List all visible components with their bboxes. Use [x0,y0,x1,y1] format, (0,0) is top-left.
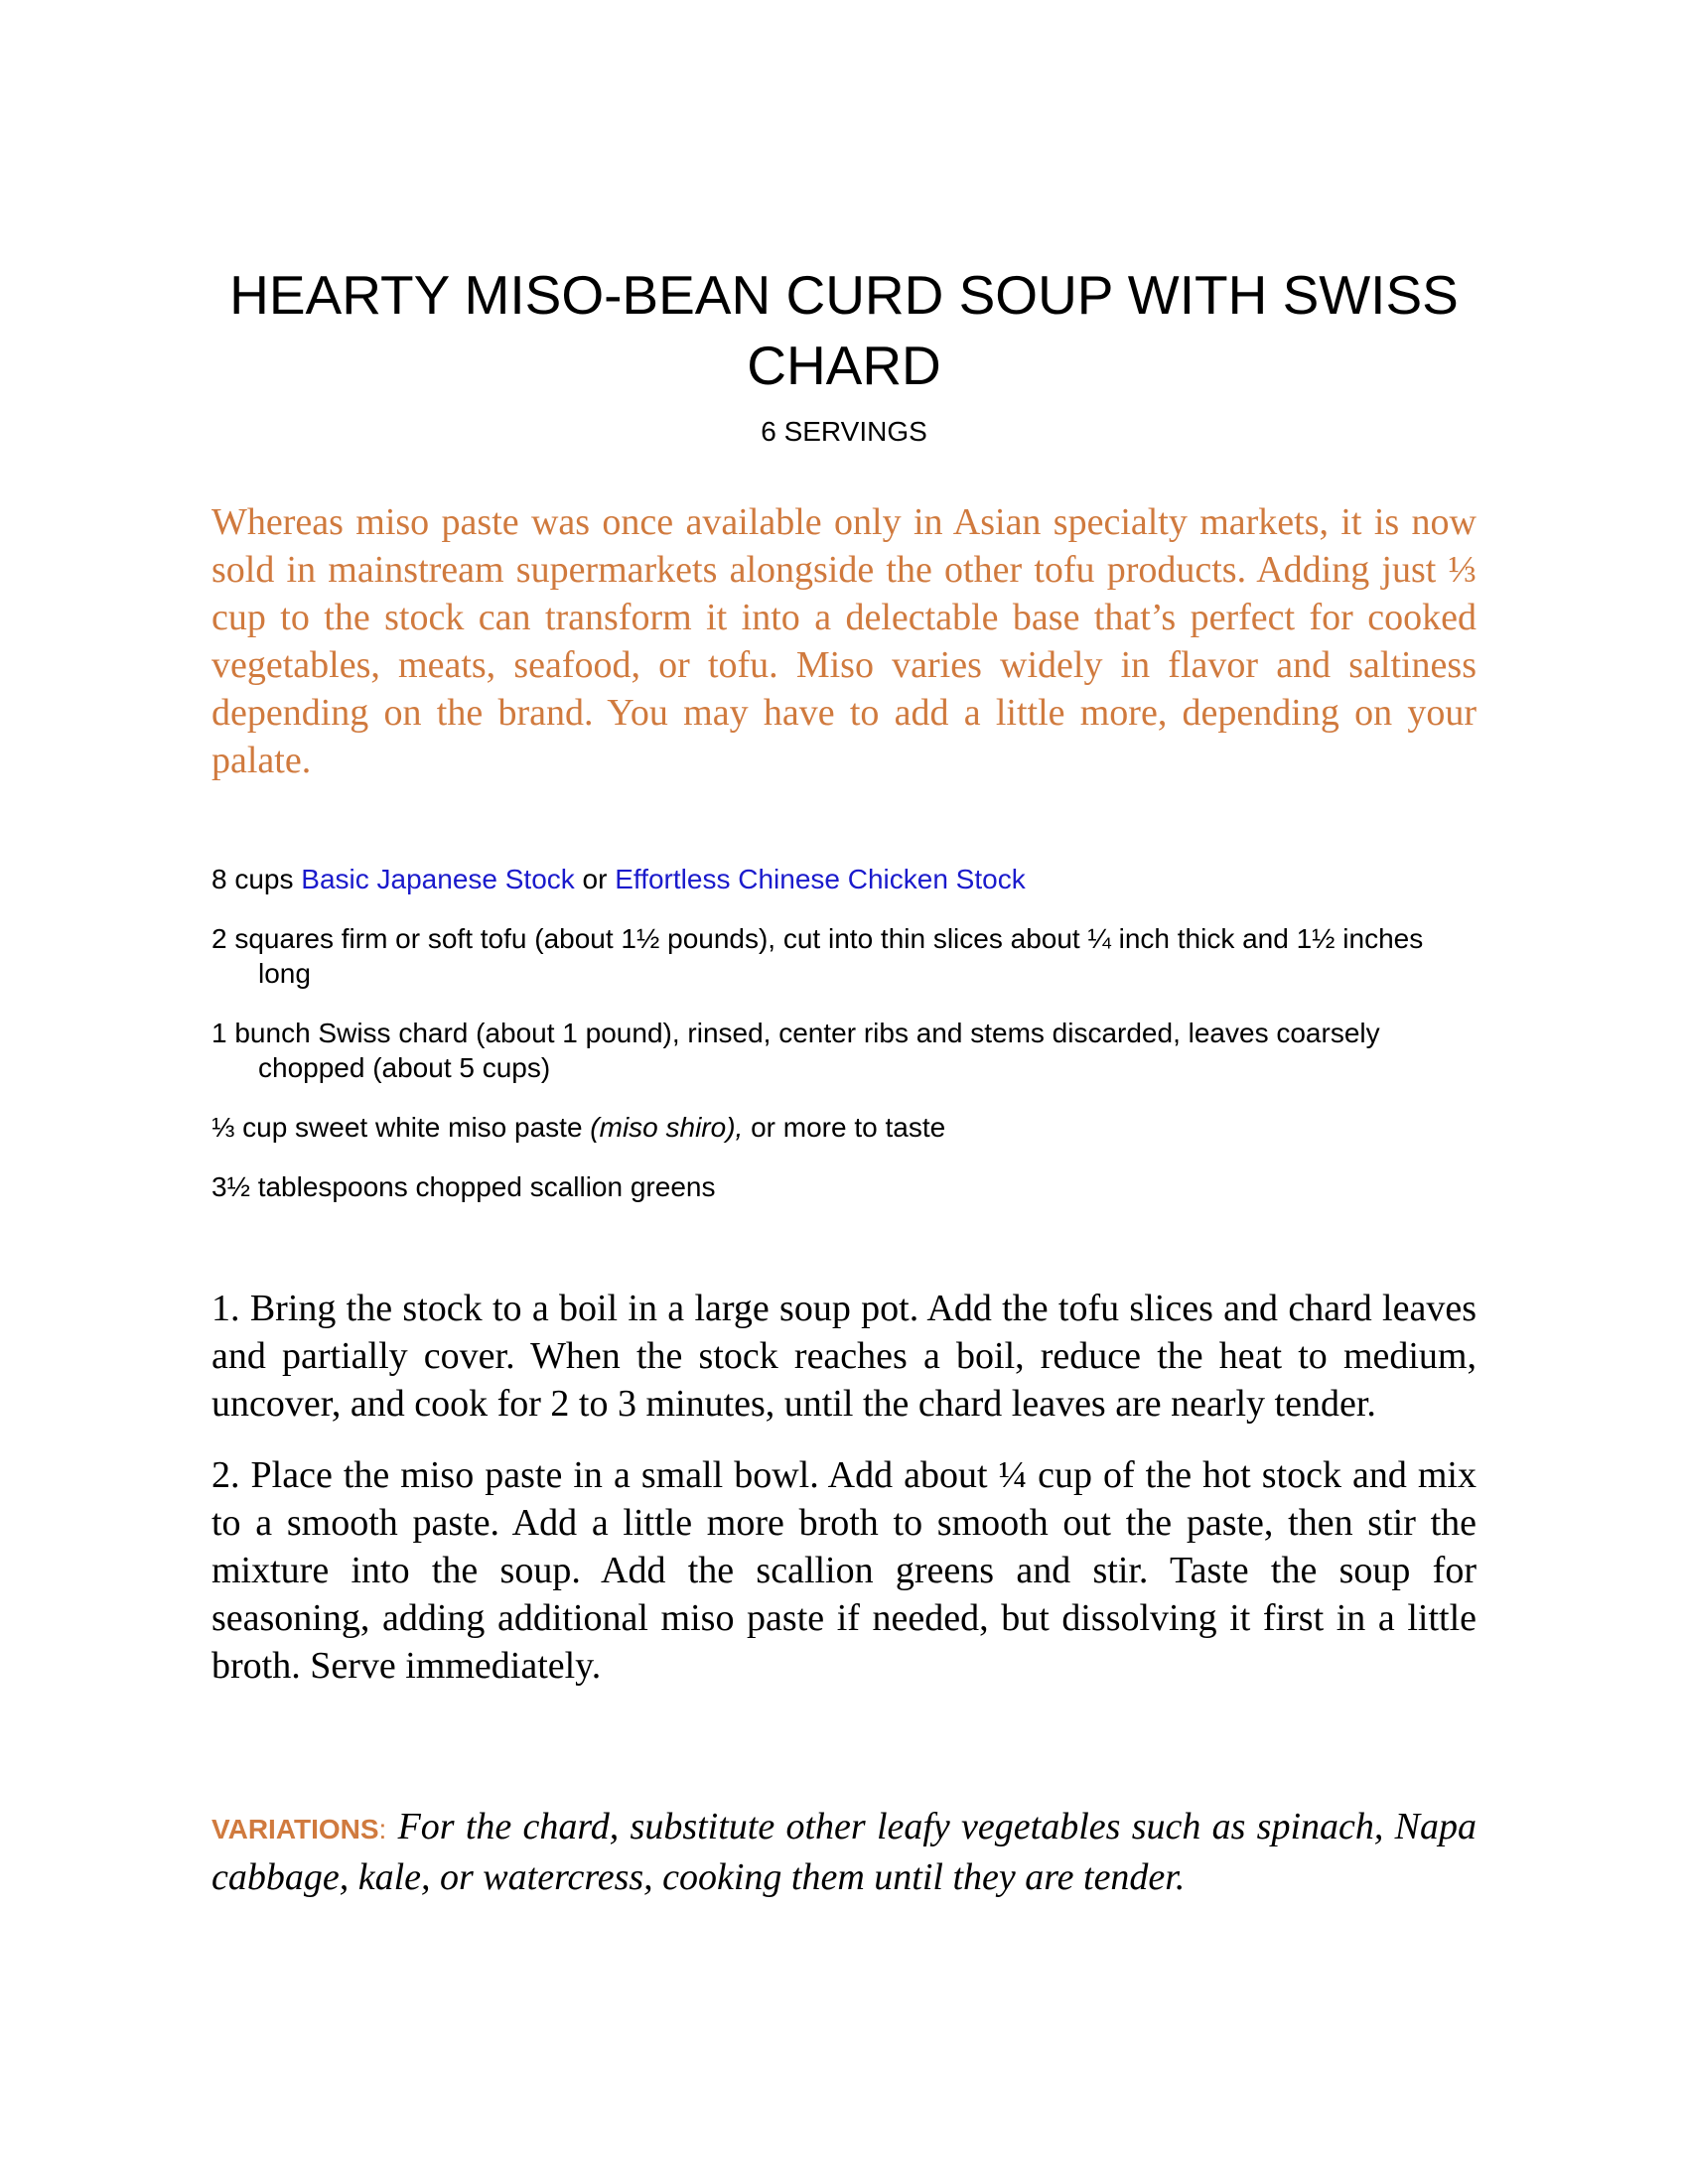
ingredient-miso-text: ⅓ cup sweet white miso paste [211,1112,591,1143]
variations-note [211,1803,1477,1901]
basic-japanese-stock-link[interactable]: Basic Japanese Stock [301,864,575,894]
method-step-2: 2. Place the miso paste in a small bowl. Add about ¼ cup of the hot stock and mix to a smooth paste. Add a little more broth to smooth out the paste, then stir the mixture into the soup. Add the scallion greens and stir. Taste the soup for seasoning, adding additional miso paste if needed, but dissolving it first in a little broth. Serve immediately. [211,1454,1477,1687]
ingredient-miso-italic: (miso shiro), [590,1112,744,1143]
ingredient-stock [211,862,1477,896]
variations-text: For the chard, substitute other leafy vegetables such as spinach, Napa cabbage, kale, or watercress, cooking them until they are tender. [211,1806,1477,1898]
ingredient-miso [211,1110,1477,1145]
variations-colon: : [378,1814,387,1844]
ingredient-list [211,862,1477,1229]
recipe-title: HEARTY MISO-BEAN CURD SOUP WITH SWISS CHARD [229,264,1459,396]
ingredient-miso-suffix: or more to taste [743,1112,946,1143]
method-step-1: 1. Bring the stock to a boil in a large soup pot. Add the tofu slices and chard leaves and partially cover. When the stock reaches a boil, reduce the heat to medium, uncover, and cook for 2 to 3 minutes, until the chard leaves are nearly tender. [211,1288,1477,1425]
effortless-chinese-chicken-stock-link[interactable]: Effortless Chinese Chicken Stock [615,864,1026,894]
ingredient-chard: 1 bunch Swiss chard (about 1 pound), rinsed, center ribs and stems discarded, leaves coarsely chopped (about 5 cups) [211,1018,1380,1083]
servings-label: 6 SERVINGS [761,416,927,447]
ingredient-stock-joiner: or [574,864,616,894]
variations-label: VARIATIONS [211,1814,379,1844]
ingredient-tofu: 2 squares firm or soft tofu (about 1½ pounds), cut into thin slices about ¼ inch thick and 1½ inches long [211,923,1424,989]
method-steps [211,1285,1477,1713]
ingredient-stock-amount: 8 cups [211,864,302,894]
ingredient-scallion: 3½ tablespoons chopped scallion greens [211,1171,716,1202]
recipe-intro: Whereas miso paste was once available only in Asian specialty markets, it is now sold in mainstream supermarkets alongside the other tofu products. Adding just ⅓ cup to the stock can transform it into a delectable base that’s perfect for cooked vegetables, meats, seafood, or tofu. Miso varies widely in flavor and saltiness depending on the brand. You may have to add a little more, depending on your palate. [211,501,1477,781]
